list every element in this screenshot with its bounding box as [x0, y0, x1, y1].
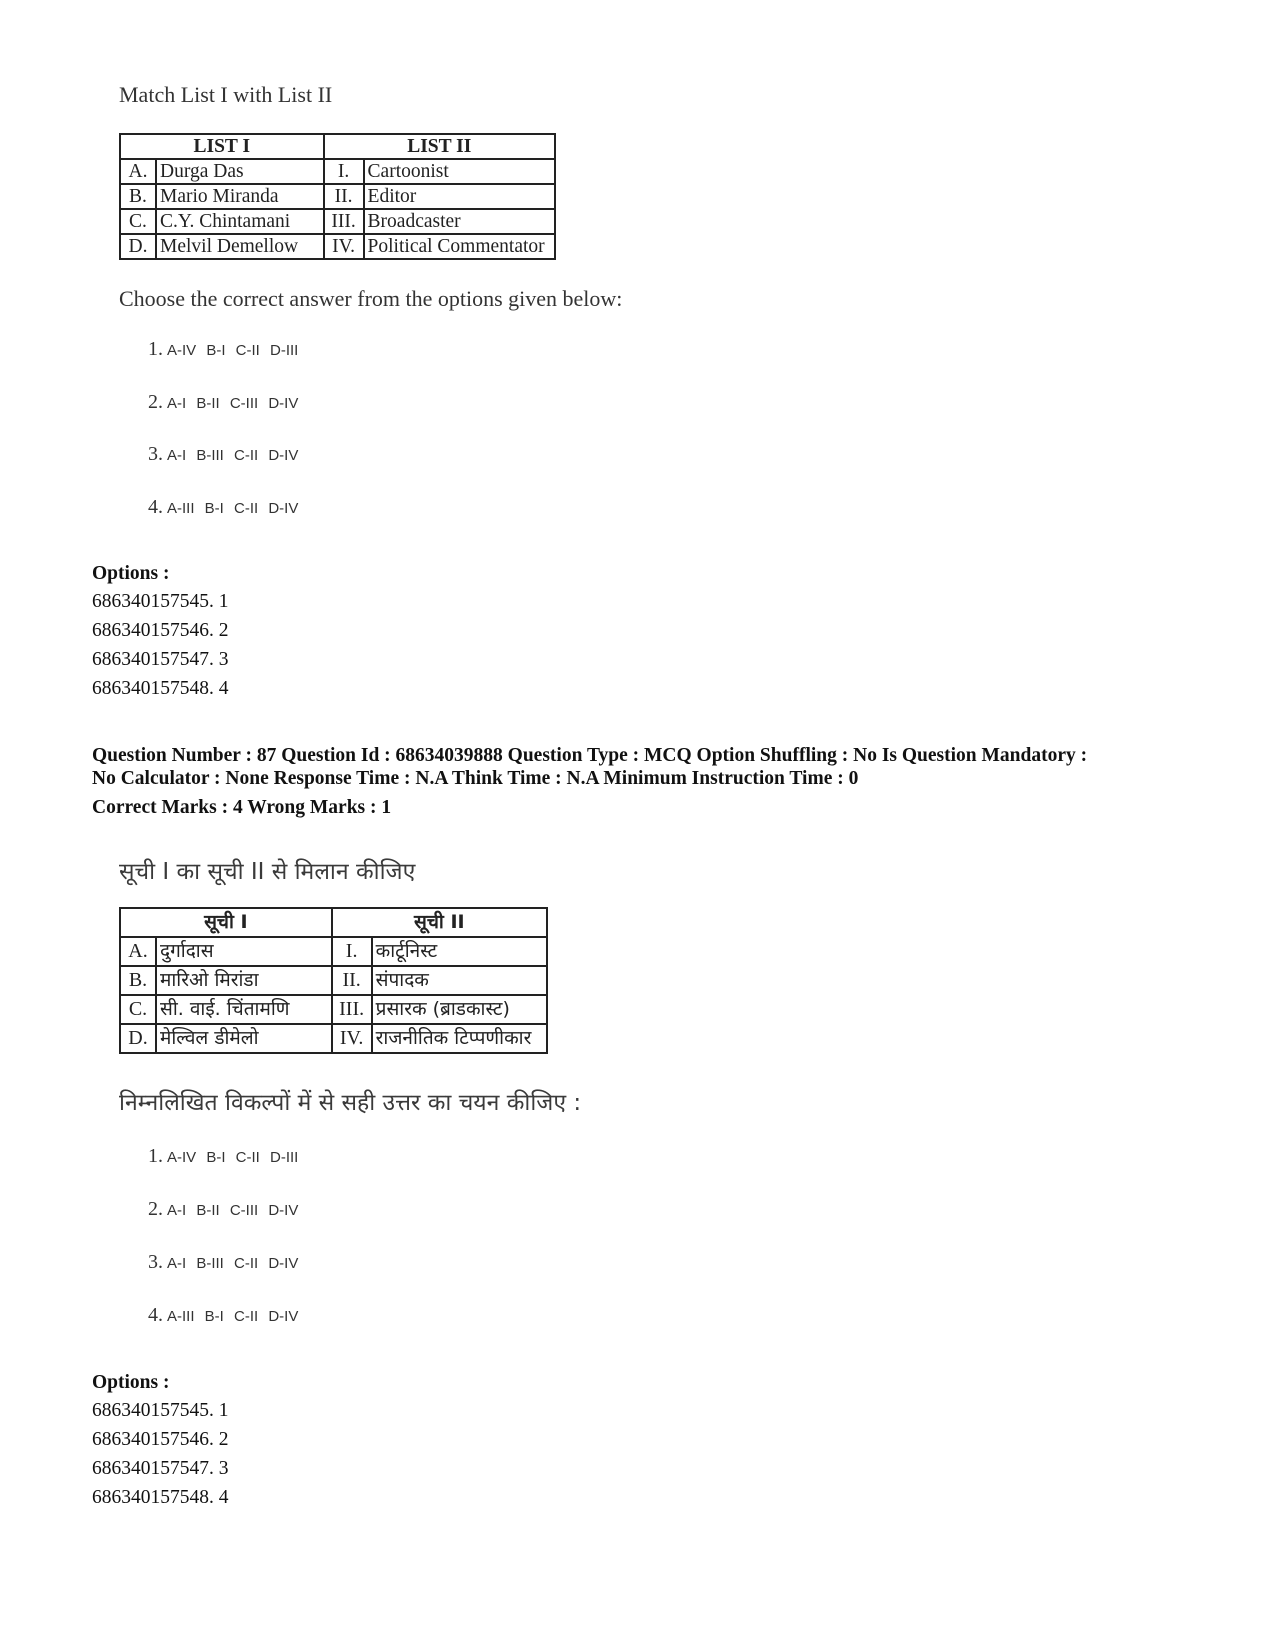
match-table-hindi	[119, 907, 548, 1054]
table-row: A. Durga Das I. Cartoonist	[120, 159, 555, 184]
choice-3: 3. A-I B-III C-II D-IV	[148, 1251, 299, 1273]
table-row: B. Mario Miranda II. Editor	[120, 184, 555, 209]
table-row: A. दुर्गादास I. कार्टूनिस्ट	[120, 937, 547, 966]
option-id: 686340157548. 4	[92, 1487, 229, 1508]
option-id: 686340157545. 1	[92, 1400, 229, 1421]
choice-4: 4. A-III B-I C-II D-IV	[148, 496, 299, 518]
choice-4: 4. A-III B-I C-II D-IV	[148, 1304, 299, 1326]
choice-2: 2. A-I B-II C-III D-IV	[148, 391, 299, 413]
choose-instruction: Choose the correct answer from the options given below:	[119, 286, 623, 311]
choice-3: 3. A-I B-III C-II D-IV	[148, 443, 299, 465]
options-label: Options :	[92, 563, 170, 584]
choice-1: 1. A-IV B-I C-II D-III	[148, 338, 299, 360]
option-id: 686340157546. 2	[92, 1429, 229, 1450]
option-id: 686340157546. 2	[92, 620, 229, 641]
marks-line: Correct Marks : 4 Wrong Marks : 1	[92, 797, 392, 818]
table-row: D. मेल्विल डीमेलो IV. राजनीतिक टिप्पणीकार	[120, 1024, 547, 1053]
table-row: C. C.Y. Chintamani III. Broadcaster	[120, 209, 555, 234]
table-row: B. मारिओ मिरांडा II. संपादक	[120, 966, 547, 995]
choice-1: 1. A-IV B-I C-II D-III	[148, 1145, 299, 1167]
table-row: D. Melvil Demellow IV. Political Commentator	[120, 234, 555, 259]
match-table	[119, 133, 556, 260]
question-prompt-hindi: सूची I का सूची II से मिलान कीजिए	[119, 859, 416, 885]
list2-header: LIST II	[324, 134, 555, 159]
list1-header: LIST I	[120, 134, 324, 159]
list1-header: सूची I	[120, 908, 332, 937]
option-id: 686340157545. 1	[92, 591, 229, 612]
option-id: 686340157547. 3	[92, 649, 229, 670]
question-prompt: Match List I with List II	[119, 82, 333, 107]
table-row: C. सी. वाई. चिंतामणि III. प्रसारक (ब्राडकास्ट)	[120, 995, 547, 1024]
choose-instruction-hindi: निम्नलिखित विकल्पों में से सही उत्तर का चयन कीजिए :	[119, 1090, 582, 1116]
question-meta-line1: Question Number : 87 Question Id : 68634039888 Question Type : MCQ Option Shuffling : No Is Question Mandatory :	[92, 745, 1088, 766]
options-label: Options :	[92, 1372, 170, 1393]
option-id: 686340157548. 4	[92, 678, 229, 699]
option-id: 686340157547. 3	[92, 1458, 229, 1479]
question-meta-line2: No Calculator : None Response Time : N.A Think Time : N.A Minimum Instruction Time : 0	[92, 768, 859, 789]
choice-2: 2. A-I B-II C-III D-IV	[148, 1198, 299, 1220]
list2-header: सूची II	[332, 908, 547, 937]
